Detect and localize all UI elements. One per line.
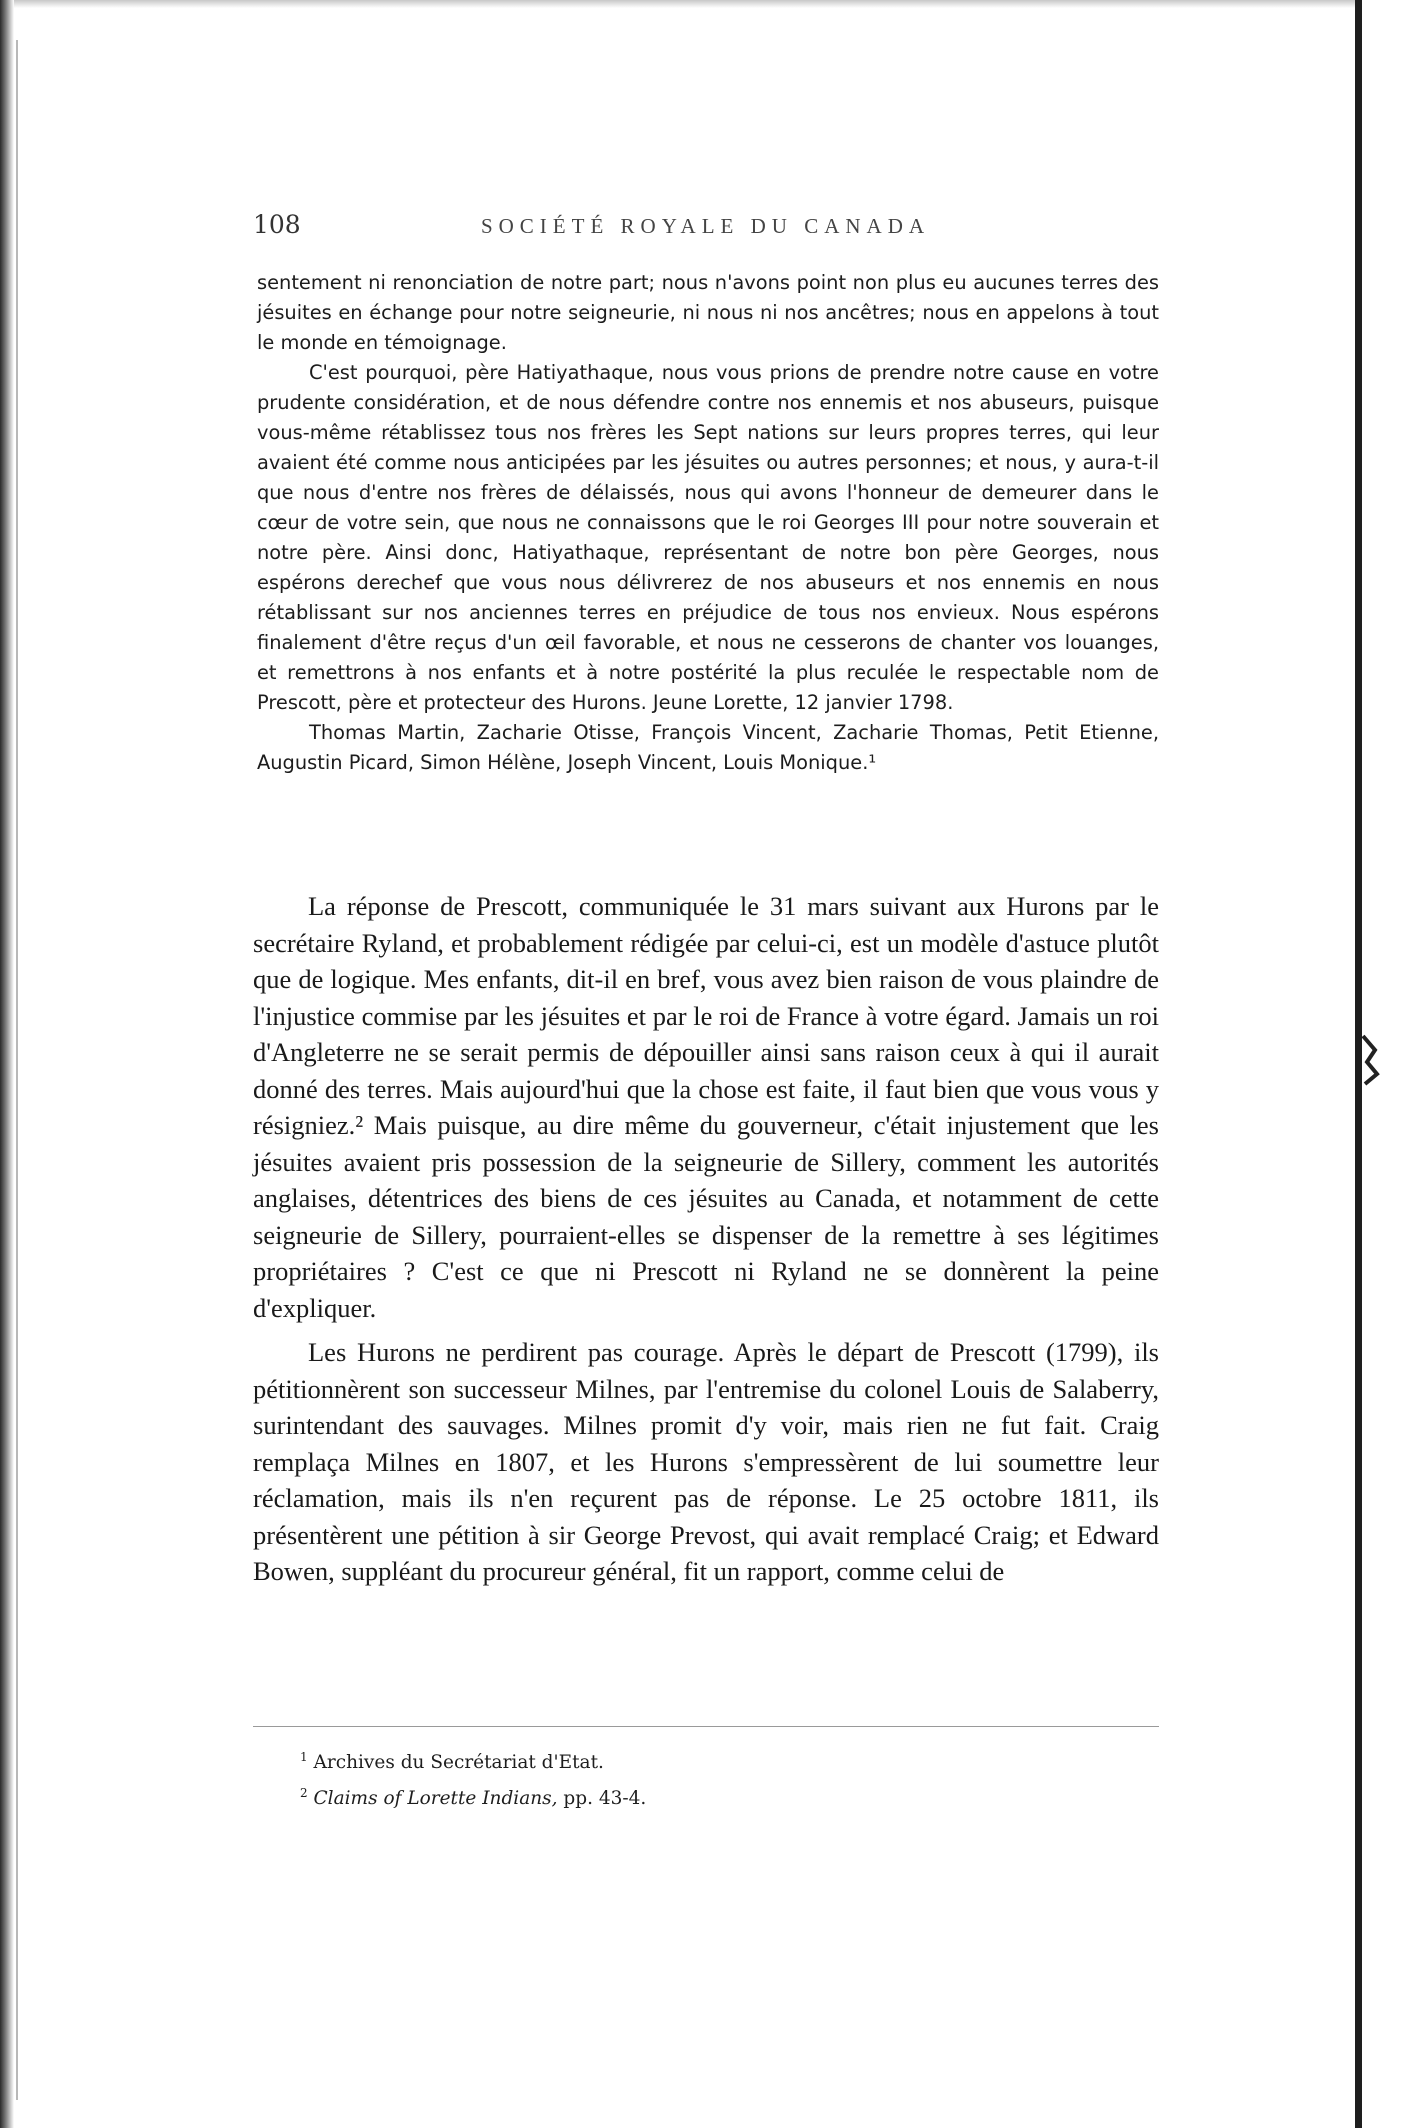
petition-signatories: Thomas Martin, Zacharie Otisse, François Vincent, Zacharie Thomas, Petit Etienne, Augustin Picard, Simon Hélène, Joseph Vincent, Louis Monique.¹ — [257, 721, 1159, 774]
page-number: 108 — [253, 210, 301, 239]
footnote-text: pp. 43-4. — [557, 1788, 647, 1810]
footnote — [300, 1778, 1160, 1814]
footnote — [300, 1742, 1160, 1778]
binding-clip-icon — [1361, 1032, 1381, 1088]
petition-paragraph: C'est pourquoi, père Hatiyathaque, nous vous prions de prendre notre cause en votre prudente considération, et de nous défendre contre nos ennemis et nos abuseurs, puisque vous-même rétablissez tous nos frères les Sept nations sur leurs propres terres, qui leur avaient été comme nous anticipées par les jésuites ou autres personnes; et nous, y aura-t-il que nous d'entre nos frères de délaissés, nous qui avons l'honneur de demeurer dans le cœur de votre sein, que nous ne connaissons que le roi Georges III pour notre souverain et notre père. Ainsi donc, Hatiyathaque, représentant de notre bon père Georges, nous espérons derechef que vous nous délivrerez de nos abuseurs et nos ennemis en nous rétablissant sur nos anciennes terres en préjudice de tous nos envieux. Nous espérons finalement d'être reçus d'un œil favorable, et nous ne cesserons de chanter vos louanges, et remettrons à nos enfants et à notre postérité la plus reculée le respectable nom de Prescott, père et protecteur des Hurons. Jeune Lorette, 12 janvier 1798. — [257, 361, 1159, 714]
body-paragraph: Les Hurons ne perdirent pas courage. Après le départ de Prescott (1799), ils pétitionnèrent son successeur Milnes, par l'entremise du colonel Louis de Salaberry, surintendant des sauvages. Milnes promit d'y voir, mais rien ne fut fait. Craig remplaça Milnes en 1807, et les Hurons s'empressèrent de lui soumettre leur réclamation, mais ils n'en reçurent pas de réponse. Le 25 octobre 1811, ils présentèrent une pétition à sir George Prevost, qui avait remplacé Craig; et Edward Bowen, suppléant du procureur général, fit un rapport, comme celui de — [253, 1337, 1159, 1586]
footnote-italic-title: Claims of Lorette Indians, — [313, 1788, 558, 1810]
footnotes — [300, 1742, 1160, 1814]
petition-quote — [257, 268, 1159, 778]
footnote-text: Archives du Secrétariat d'Etat. — [313, 1752, 604, 1774]
running-title: SOCIÉTÉ ROYALE DU CANADA — [480, 214, 931, 238]
footnote-divider — [253, 1726, 1159, 1727]
petition-paragraph: sentement ni renonciation de notre part; nous n'avons point non plus eu aucunes terres des jésuites en échange pour notre seigneurie, ni nous ni nos ancêtres; nous en appelons à tout le monde en témoignage. — [257, 271, 1159, 354]
body-paragraph: La réponse de Prescott, communiquée le 31 mars suivant aux Hurons par le secrétaire Ryland, et probablement rédigée par celui-ci, est un modèle d'astuce plutôt que de logique. Mes enfants, dit-il en bref, vous avez bien raison de vous plaindre de l'injustice commise par les jésuites et par le roi de France à votre égard. Jamais un roi d'Angleterre ne se serait permis de dépouiller ainsi sans raison ceux à qui il aurait donné des terres. Mais aujourd'hui que la chose est faite, il faut bien que vous vous y résigniez.² Mais puisque, au dire même du gouverneur, c'était injustement que les jésuites avaient pris possession de la seigneurie de Sillery, comment les autorités anglaises, détentrices des biens de ces jésuites au Canada, et notamment de cette seigneurie de Sillery, pourraient-elles se dispenser de la remettre à ses légitimes propriétaires ? C'est ce que ni Prescott ni Ryland ne se donnèrent la peine d'expliquer. — [253, 891, 1159, 1323]
footnote-mark: 1 — [300, 1750, 308, 1764]
footnote-mark: 2 — [300, 1786, 308, 1801]
scan-left-edge — [0, 0, 14, 2128]
scan-top-edge — [0, 0, 1408, 8]
page-header — [253, 210, 1158, 250]
scan-left-edge-line — [16, 40, 18, 2100]
main-text — [253, 888, 1159, 1590]
